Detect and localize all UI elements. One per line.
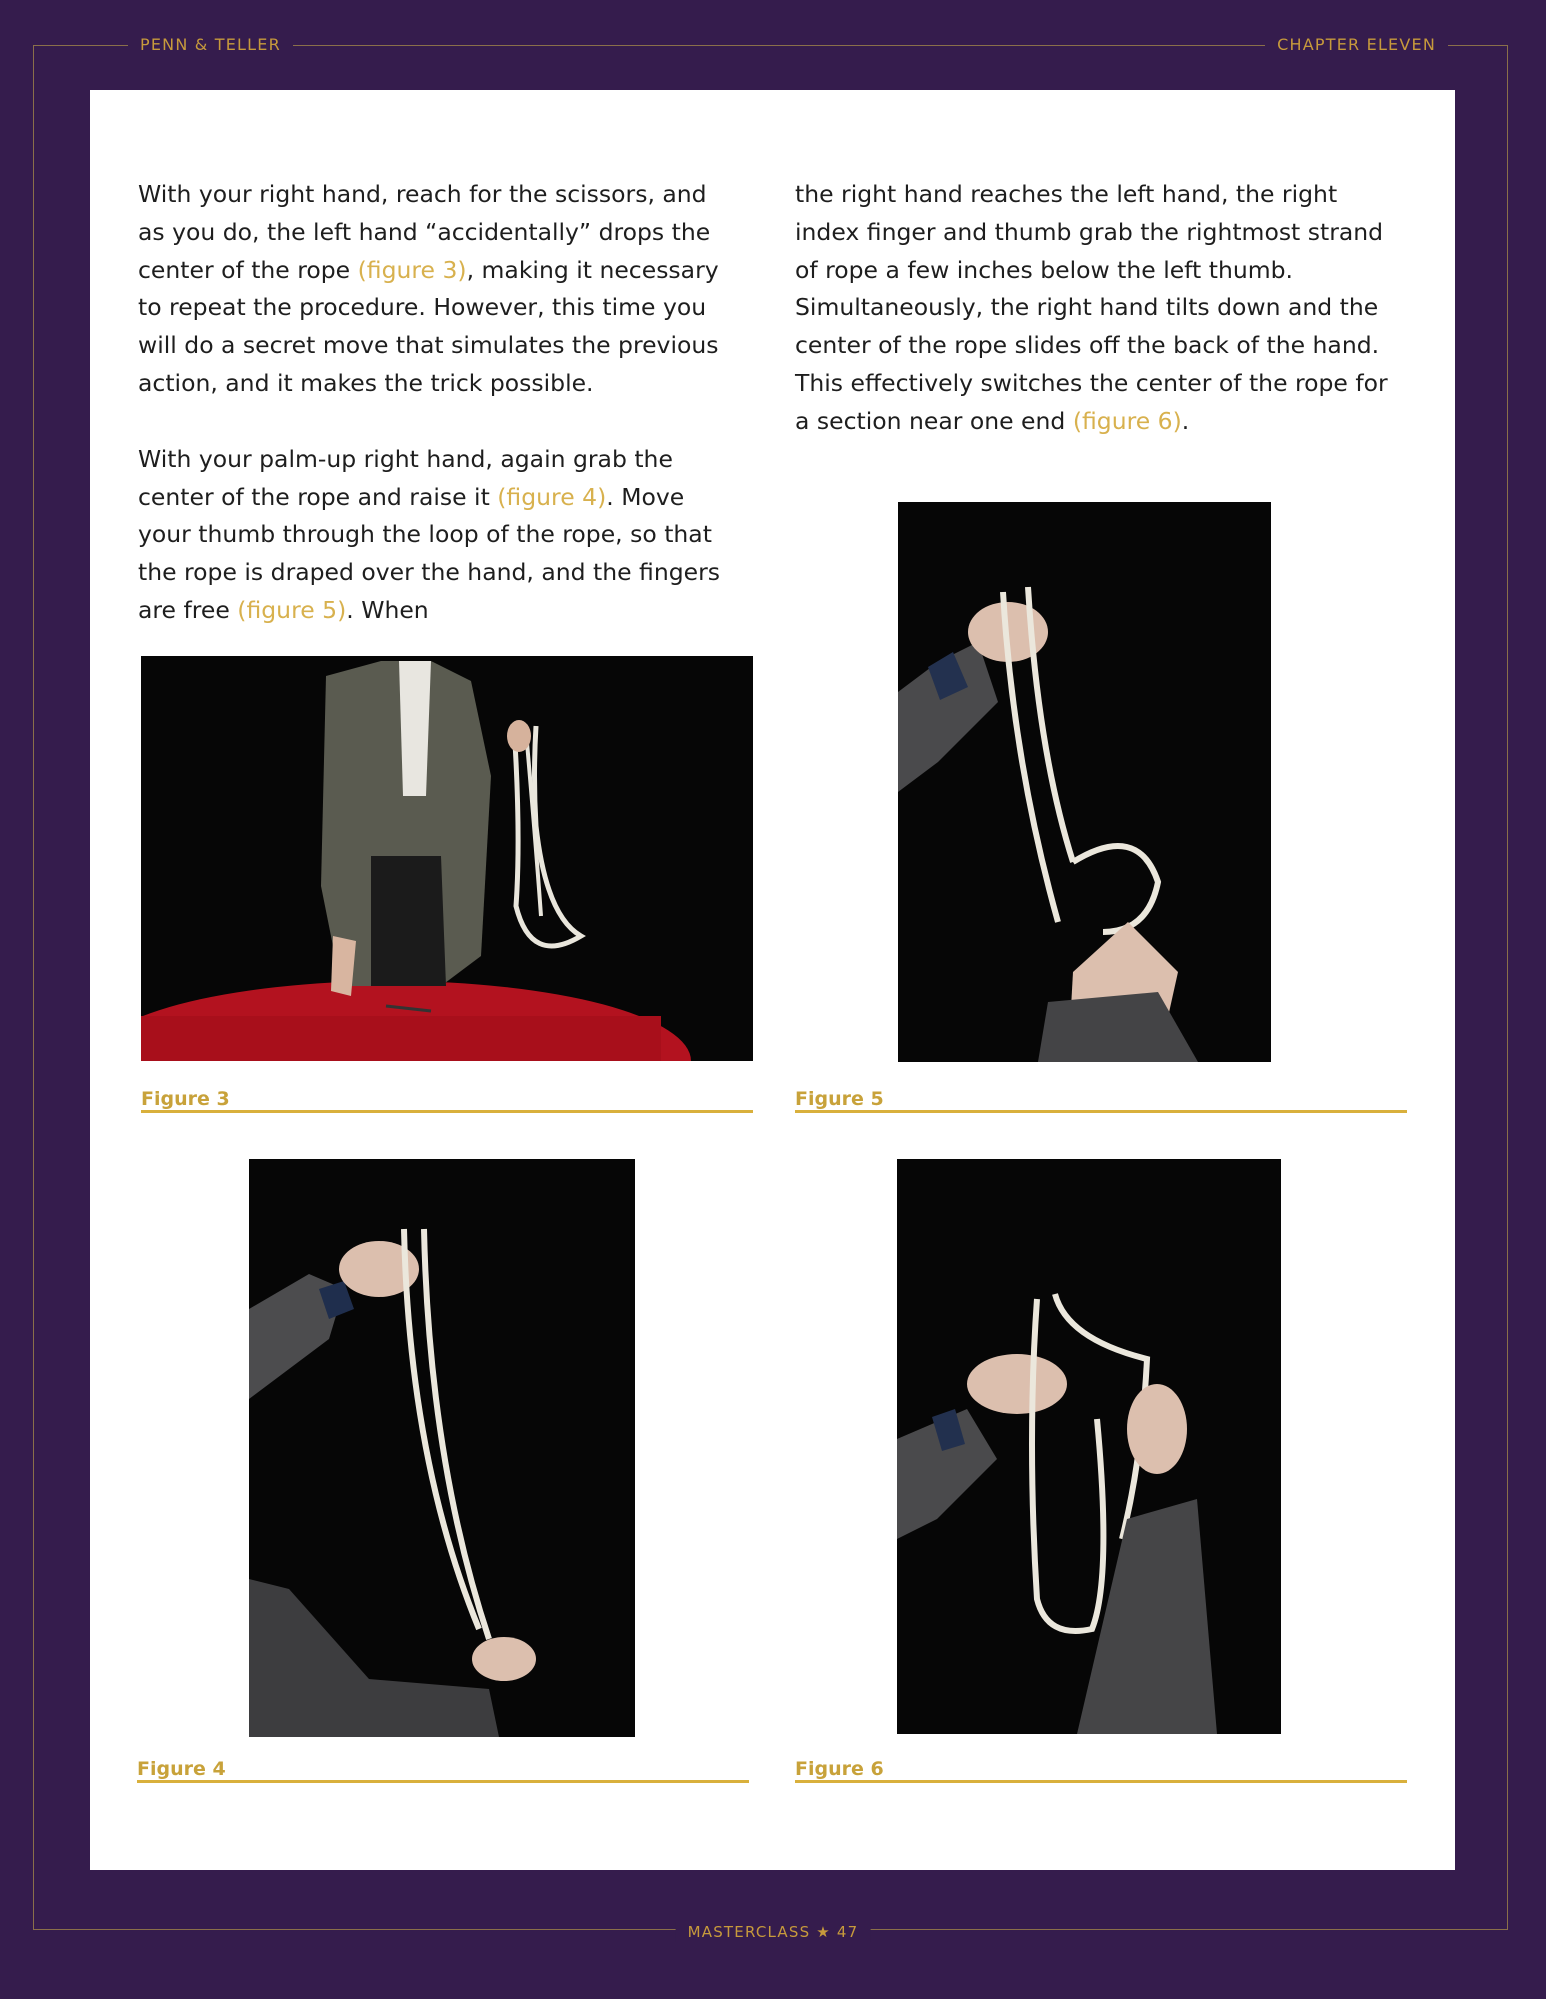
paragraph-1 [138, 176, 738, 403]
text-run: . [1181, 406, 1190, 435]
text-run: With your palm-up right hand, again grab the center of the rope and raise it [138, 444, 673, 511]
running-header-left: PENN & TELLER [128, 35, 293, 55]
figure-6-reference-link[interactable]: (figure 6) [1072, 406, 1182, 435]
page-content [90, 90, 1455, 1870]
page-footer: MASTERCLASS ★ 47 [676, 1922, 871, 1942]
figure-3-rule [141, 1110, 753, 1113]
text-run: the right hand reaches the left hand, the right index finger and thumb grab the rightmost strand of rope a few inches below the left thumb. Simultaneously, the right hand tilts down and the center of the rope slides off the back of the hand. This effectively switches the center of the rope for a section near one end [795, 180, 1388, 435]
figure-6-photo [897, 1159, 1281, 1734]
text-run: . When [346, 595, 429, 624]
figure-5-caption: Figure 5 [795, 1088, 884, 1110]
running-header-right: CHAPTER ELEVEN [1265, 35, 1448, 55]
paragraph-3 [795, 176, 1405, 441]
right-column-text [795, 176, 1405, 441]
figure-3-photo [141, 656, 753, 1061]
figure-5-reference-link[interactable]: (figure 5) [237, 595, 347, 624]
figure-3-caption: Figure 3 [141, 1088, 230, 1110]
figure-4-photo [249, 1159, 635, 1737]
figure-4-reference-link[interactable]: (figure 4) [497, 482, 607, 511]
figure-5-rule [795, 1110, 1407, 1113]
text-run: With your right hand, reach for the scissors, and as you do, the left hand “accidentally” drops the center of the rope [138, 180, 711, 284]
figure-4-caption: Figure 4 [137, 1758, 226, 1780]
figure-4-rule [137, 1780, 749, 1783]
figure-6-caption: Figure 6 [795, 1758, 884, 1780]
left-column-text [138, 176, 738, 630]
text-run: . Move your thumb through the loop of the rope, so that the rope is draped over the hand, and the fingers are free [138, 482, 721, 624]
figure-5-photo [898, 502, 1271, 1062]
figure-3-reference-link[interactable]: (figure 3) [357, 255, 467, 284]
figure-6-rule [795, 1780, 1407, 1783]
text-run: , making it necessary to repeat the procedure. However, this time you will do a secret move that simulates the previous action, and it makes the trick possible. [138, 255, 719, 397]
paragraph-2 [138, 441, 738, 630]
